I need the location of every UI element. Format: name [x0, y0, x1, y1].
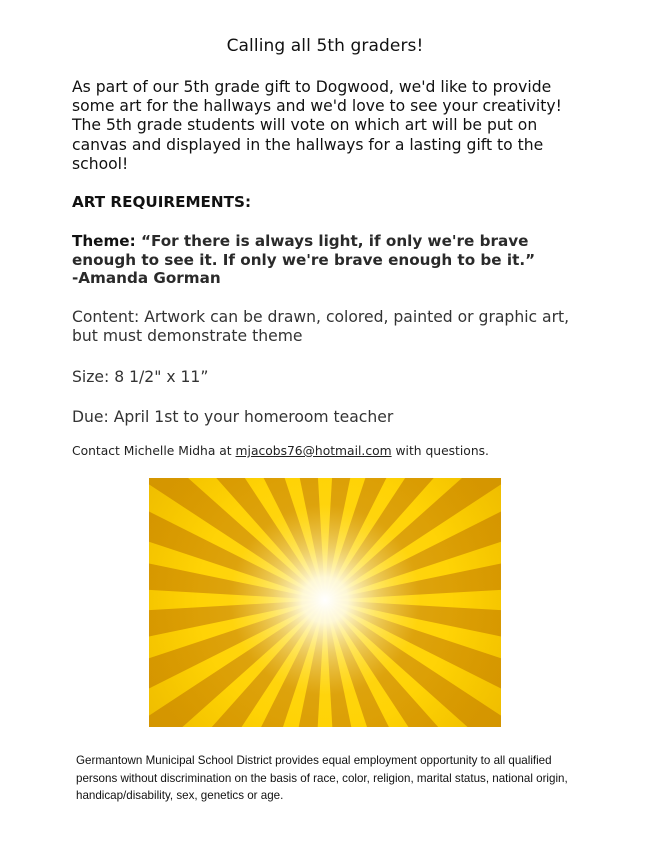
contact-line: [72, 443, 592, 459]
theme-label: Theme:: [72, 232, 136, 250]
theme-attribution: -Amanda Gorman: [72, 269, 221, 288]
intro-paragraph: As part of our 5th grade gift to Dogwood, we'd like to provide some art for the hallways and we'd love to see your creativity! The 5th grade students will vote on which art will be put on canvas and displayed in the hallways for a lasting gift to the school!: [72, 78, 562, 173]
theme-quote: “For there is always light, if only we're brave enough to see it. If only we're brave enough to be it.”: [72, 232, 536, 269]
footer-disclaimer: Germantown Municipal School District provides equal employment opportunity to all qualified persons without discrimination on the basis of race, color, religion, marital status, national origin, handicap/disability, sex, genetics or age.: [76, 754, 568, 803]
sun-rays-icon: [149, 478, 501, 727]
contact-suffix: with questions.: [391, 444, 489, 458]
size-requirement: Size: 8 1/2" x 11”: [72, 368, 209, 386]
requirements-heading: ART REQUIREMENTS:: [72, 193, 252, 211]
sunburst-image: [149, 478, 501, 727]
page-title: Calling all 5th graders!: [226, 36, 424, 56]
due-requirement: Due: April 1st to your homeroom teacher: [72, 408, 394, 426]
content-requirement: Content: Artwork can be drawn, colored, painted or graphic art, but must demonstrate theme: [72, 308, 570, 346]
contact-prefix: Contact Michelle Midha at: [72, 444, 236, 458]
email-link[interactable]: mjacobs76@hotmail.com: [235, 444, 392, 458]
theme-statement: [72, 232, 572, 288]
